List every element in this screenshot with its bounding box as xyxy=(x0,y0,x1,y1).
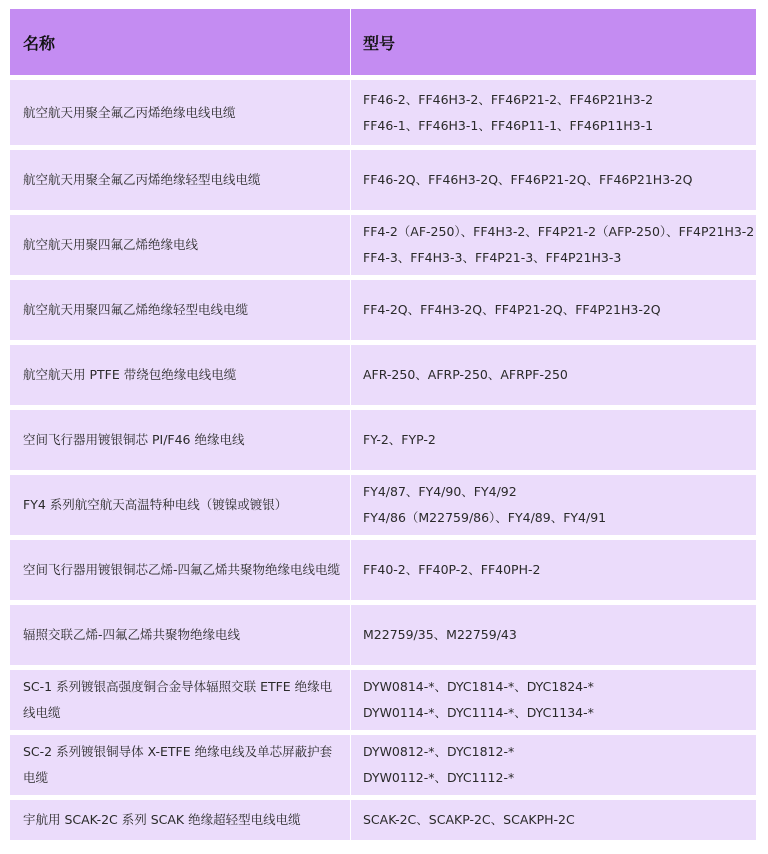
model-line: DYW0814-*、DYC1814-*、DYC1824-* xyxy=(363,679,594,694)
model-line: FF4-2（AF-250）、FF4H3-2、FF4P21-2（AFP-250）、FF4P21H3-2 xyxy=(363,224,755,239)
model-line: FF4-2Q、FF4H3-2Q、FF4P21-2Q、FF4P21H3-2Q xyxy=(363,302,661,317)
product-name: 航空航天用聚四氟乙烯绝缘轻型电线电缆 xyxy=(10,280,351,340)
model-line: DYW0112-*、DYC1112-* xyxy=(363,770,515,785)
model-line: FY-2、FYP-2 xyxy=(363,432,436,447)
table-row xyxy=(10,735,756,800)
header-model: 型号 xyxy=(363,33,396,53)
header-name: 名称 xyxy=(10,9,351,75)
table-row xyxy=(10,605,756,670)
table-row xyxy=(10,540,756,605)
table-row xyxy=(10,150,756,215)
model-cell xyxy=(351,410,756,470)
product-name: 航空航天用聚全氟乙丙烯绝缘轻型电线电缆 xyxy=(10,150,351,210)
table-row xyxy=(10,215,756,280)
product-table xyxy=(10,9,756,840)
table-header xyxy=(10,9,756,80)
model-cell xyxy=(351,670,756,730)
table-row xyxy=(10,80,756,150)
model-line: M22759/35、M22759/43 xyxy=(363,627,517,642)
model-cell xyxy=(351,475,756,535)
model-cell xyxy=(351,345,756,405)
model-cell xyxy=(351,605,756,665)
product-name: 航空航天用聚全氟乙丙烯绝缘电线电缆 xyxy=(10,80,351,145)
model-cell xyxy=(351,150,756,210)
table-row xyxy=(10,345,756,410)
table-row xyxy=(10,410,756,475)
table-row xyxy=(10,800,756,840)
model-line: AFR-250、AFRP-250、AFRPF-250 xyxy=(363,367,568,382)
model-line: FF4-3、FF4H3-3、FF4P21-3、FF4P21H3-3 xyxy=(363,250,622,265)
model-line: DYW0812-*、DYC1812-* xyxy=(363,744,515,759)
model-line: FF46-2Q、FF46H3-2Q、FF46P21-2Q、FF46P21H3-2Q xyxy=(363,172,693,187)
model-cell xyxy=(351,80,756,145)
product-name: 航空航天用聚四氟乙烯绝缘电线 xyxy=(10,215,351,275)
product-name: SC-2 系列镀银铜导体 X-ETFE 绝缘电线及单芯屏蔽护套电缆 xyxy=(10,735,351,795)
model-line: FF46-1、FF46H3-1、FF46P11-1、FF46P11H3-1 xyxy=(363,117,654,133)
product-name: FY4 系列航空航天高温特种电线（镀镍或镀银） xyxy=(10,475,351,535)
product-name: 辐照交联乙烯-四氟乙烯共聚物绝缘电线 xyxy=(10,605,351,665)
model-cell xyxy=(351,280,756,340)
table-row xyxy=(10,475,756,540)
model-line: FY4/86（M22759/86）、FY4/89、FY4/91 xyxy=(363,510,607,525)
product-name: SC-1 系列镀银高强度铜合金导体辐照交联 ETFE 绝缘电线电缆 xyxy=(10,670,351,730)
table-row xyxy=(10,280,756,345)
table-row xyxy=(10,670,756,735)
product-name: 航空航天用 PTFE 带绕包绝缘电线电缆 xyxy=(10,345,351,405)
model-line: SCAK-2C、SCAKP-2C、SCAKPH-2C xyxy=(363,812,575,827)
model-cell xyxy=(351,800,756,840)
model-cell xyxy=(351,735,756,795)
product-name: 宇航用 SCAK-2C 系列 SCAK 绝缘超轻型电线电缆 xyxy=(10,800,351,840)
product-name: 空间飞行器用镀银铜芯乙烯-四氟乙烯共聚物绝缘电线电缆 xyxy=(10,540,351,600)
model-line: DYW0114-*、DYC1114-*、DYC1134-* xyxy=(363,705,594,720)
model-line: FF40-2、FF40P-2、FF40PH-2 xyxy=(363,562,541,577)
model-cell xyxy=(351,540,756,600)
model-line: FY4/87、FY4/90、FY4/92 xyxy=(363,484,517,499)
product-name: 空间飞行器用镀银铜芯 PI/F46 绝缘电线 xyxy=(10,410,351,470)
model-cell xyxy=(351,215,756,275)
model-line: FF46-2、FF46H3-2、FF46P21-2、FF46P21H3-2 xyxy=(363,91,654,107)
